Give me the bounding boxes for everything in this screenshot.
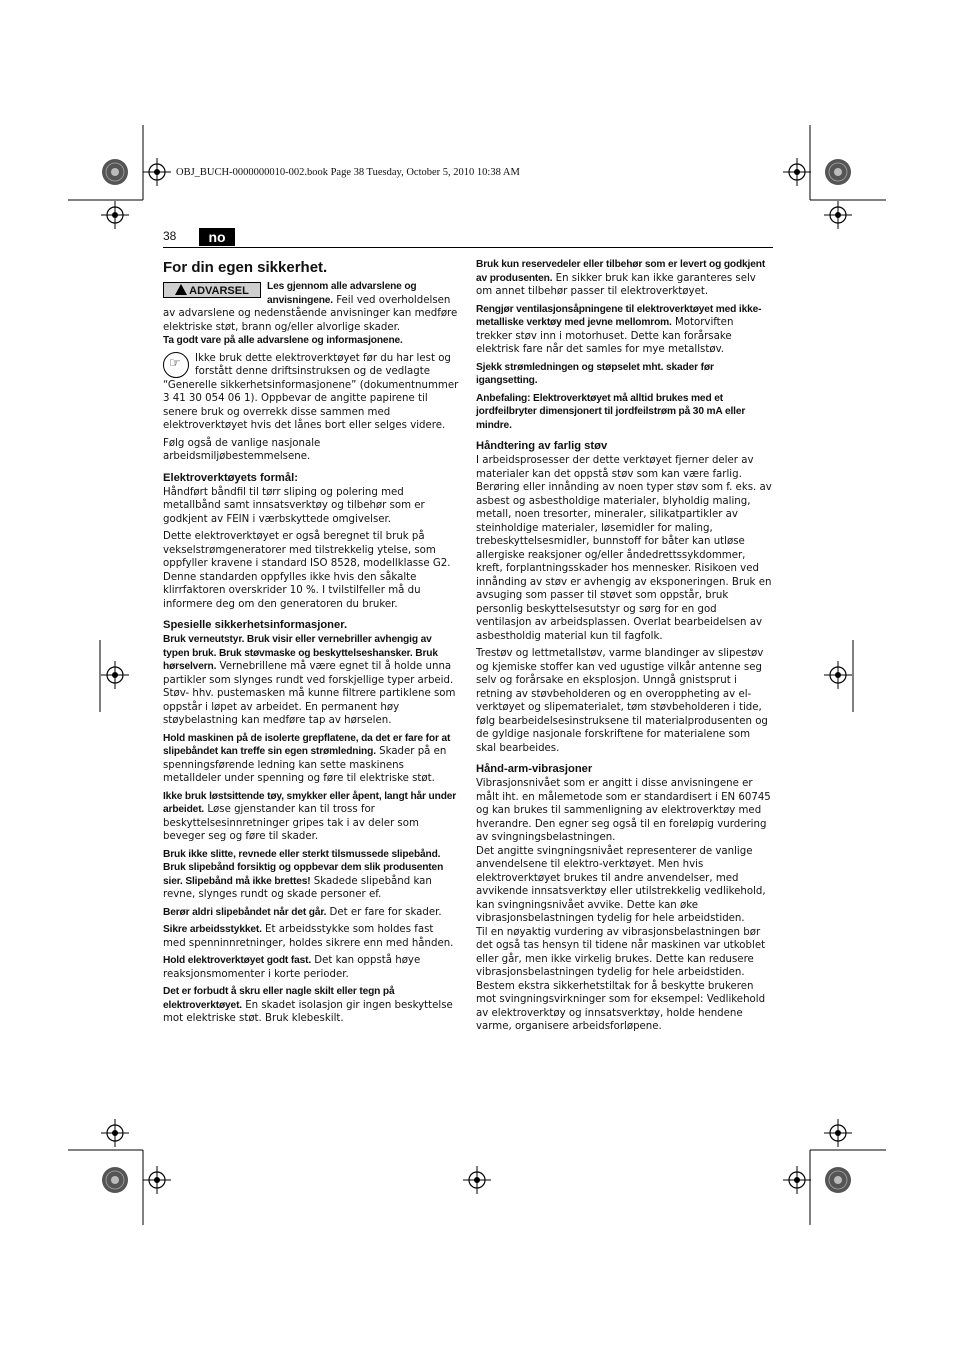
print-meta: OBJ_BUCH-0000000010-002.book Page 38 Tuesday, October 5, 2010 10:38 AM <box>176 167 520 178</box>
warning-label: ADVARSEL <box>163 282 261 298</box>
purpose-heading: Elektroverktøyets formål: <box>163 471 298 484</box>
vibration-paragraph: Det angitte svingningsnivået representerer de vanlige anvendelsene til elektro-verktøyet. Men hvis elektroverktøyet brukes til andre anvendelser, med avvikende innsatsverktøy eller utilstrekkelig vedlikehold, kan svingningsnivået avvike. Dette kan øke vibrasjonsbelastningen tydelig for hele arbeidstiden. <box>476 845 766 924</box>
safety-item: Sjekk strømledningen og støpselet mht. skader før igangsetting. <box>476 361 714 386</box>
vibration-paragraph: Bestem ekstra sikkerhetstiltak for å beskytte brukeren mot svingningsvirkninger som for eksempel: Vedlikehold av elektroverktøy og innsatsverktøy, holde hendene varme, organisere arbeidsforløpene. <box>476 980 766 1032</box>
safety-item: Hold elektroverktøyet godt fast. Det kan oppstå høye reaksjonsmomenter i korte perioder. <box>163 955 421 980</box>
safety-item: Bruk ikke slitte, revnede eller sterkt tilsmussede slipebånd. Bruk slipebånd forsiktig og oppbevar dem slik produsenten sier. Slipebånd må ikke brettes! Skadede slipebånd kan revne, slynges rundt og skade personer ef. <box>163 848 444 900</box>
safety-item: Bruk verneutstyr. Bruk visir eller vernebriller avhengig av typen bruk. Bruk støvmaske og beskyttelseshansker. Bruk hørselvern. Vernebrillene må være egnet til å holde unna partikler som slynges rundt ved forskjellige typer arbeid. Støv- hhv. pustemasken må kunne filtrere partiklene som oppstår i løpet av arbeidet. En permanent høy støybelastning kan medføre tap av hørselen. <box>163 634 456 726</box>
safety-item: Bruk kun reservedeler eller tilbehør som er levert og godkjent av produsenten. En sikker bruk kan ikke garanteres selv om annet tilbehør passer til elektroverktøyet. <box>476 259 766 297</box>
vibration-paragraph: Vibrasjonsnivået som er angitt i disse anvisningene er målt iht. en målemetode som er standardisert i EN 60745 og kan brukes til sammenligning av elektroverktøy med hverandre. Den egner seg også til en foreløpig vurdering av svingningsbelastningen. <box>476 778 771 843</box>
safety-item: Berør aldri slipebåndet når det går. Det er fare for skader. <box>163 906 442 918</box>
safety-item: Det er forbudt å skru eller nagle skilt eller tegn på elektroverktøyet. En skadet isolasjon gir ingen beskyttelse mot elektriske støt. Bruk klebeskilt. <box>163 986 453 1024</box>
section-title: For din egen sikkerhet. <box>163 259 328 276</box>
header-rule <box>163 247 773 248</box>
regulations-paragraph: Følg også de vanlige nasjonale arbeidsmiljøbestemmelsene. <box>163 437 321 462</box>
right-column <box>476 258 772 1038</box>
generator-paragraph: Dette elektroverktøyet er også beregnet til bruk på vekselstrømgeneratorer med tilstrekkelig ytelse, som oppfyller kravene i standard ISO 8528, modellklasse G2. Denne standarden oppfylles ikke hvis den såkalte klirrfaktoren overskrider 10 %. I tvilstilfeller må du informere deg om den generatoren du bruker. <box>163 531 451 610</box>
page-number: 38 <box>163 229 177 243</box>
left-column <box>163 258 459 1030</box>
read-manual-icon: ☞ <box>163 352 189 378</box>
safety-item: Ikke bruk løstsittende tøy, smykker eller åpent, langt hår under arbeidet. Løse gjenstander kan til tross for beskyttelsesinnretninger gripes tak i av deler som beveger seg og føre til skader. <box>163 790 457 842</box>
vibration-paragraph: Til en nøyaktig vurdering av vibrasjonsbelastningen bør det også tas hensyn til tidene når maskinen var utkoblet eller går, men ikke virkelig brukes. Dette kan redusere vibrasjonsbelastningen tydelig for hele arbeidstiden. <box>476 926 766 978</box>
warning-paragraph: ADVARSEL Les gjennom alle advarslene og anvisningene. Feil ved overholdelsen av advarslene og nedenstående anvisninger kan medføre elektriske støt, brann og/eller alvorlige skader. Ta godt vare på alle advarslene og informasjonene. <box>163 281 458 346</box>
vibration-heading: Hånd-arm-vibrasjoner <box>476 763 593 775</box>
dust-paragraph: I arbeidsprosesser der dette verktøyet fjerner deler av materialer kan det oppstå støv som kan være farlig. Berøring eller innånding av noen typer støv som f. eks. av asbest og asbestholdige materialer, blyholdig maling, metall, noen tresorter, mineraler, silikatpartikler av steinholdige materialer, løsemidler for maling, trebeskyttelsesmidler, bunnstoff for båter kan utløse allergiske reaksjoner og/eller åndedrettssykdommer, kreft, forplantningsskader hos mennesker. Risikoen ved innånding av støv er avhengig av eksponeringen. Bruk en avsuging som passer til støvet som oppstår, bruk personlig beskyttelsesutstyr og sørg for en god ventilasjon av arbeidsplassen. Overlat bearbeidelsen av asbestholdig material kun til fagfolk. <box>476 455 772 642</box>
dust-heading: Håndtering av farlig støv <box>476 440 608 452</box>
safety-item: Hold maskinen på de isolerte grepflatene, da det er fare for at slipebåndet kan treffe sin egen strømledning. Skader på en spenningsførende ledning kan sette maskinens metalldeler under spenning og føre til elektriske støt. <box>163 732 451 784</box>
language-tab: no <box>199 228 235 246</box>
dust-paragraph: Trestøv og lettmetallstøv, varme blandinger av slipestøv og kjemiske stoffer kan ved ugustige vilkår antenne seg selv og forårsake en eksplosjon. Unngå gnistsprut i retning av støvbeholderen og en overoppheting av el-verktøyet og slipematerialet, tøm støvbeholderen i tide, følg bearbeidelsesinstruksene til materialprodusenten og de gyldige nasjonale forskriftene for materialene som skal bearbeides. <box>476 648 768 754</box>
warning-triangle-icon <box>175 284 187 295</box>
purpose-paragraph: Håndført båndfil til tørr sliping og polering med metallbånd samt innsatsverktøy og tilbehør som er godkjent av FEIN i værbskyttede omgivelser. <box>163 486 425 525</box>
safety-item: Rengjør ventilasjonsåpningene til elektroverktøyet med ikke-metalliske verktøy med jevne mellomrom. Motorviften trekker støv inn i motorhuset. Dette kan forårsake elektrisk fare når det samles for mye metallstøv. <box>476 303 762 355</box>
manual-paragraph: ☞ Ikke bruk dette elektroverktøyet før du har lest og forstått denne driftsinstruksen og de vedlagte “Generelle sikkerhetsinformasjonene” (dokumentnummer 3 41 30 054 06 1). Oppbevar de angitte papirene til senere bruk og overrekk disse sammen med elektroverktøyet hvis det lånes bort eller selges videre. <box>163 352 459 431</box>
special-safety-heading: Spesielle sikkerhetsinformasjoner. <box>163 619 348 631</box>
safety-item: Anbefaling: Elektroverktøyet må alltid brukes med et jordfeilbryter dimensjonert til jordfeilstrøm på 30 mA eller mindre. <box>476 392 746 431</box>
safety-item: Sikre arbeidsstykket. Et arbeidsstykke som holdes fast med spenninnretninger, holdes sikrere enn med hånden. <box>163 924 454 949</box>
